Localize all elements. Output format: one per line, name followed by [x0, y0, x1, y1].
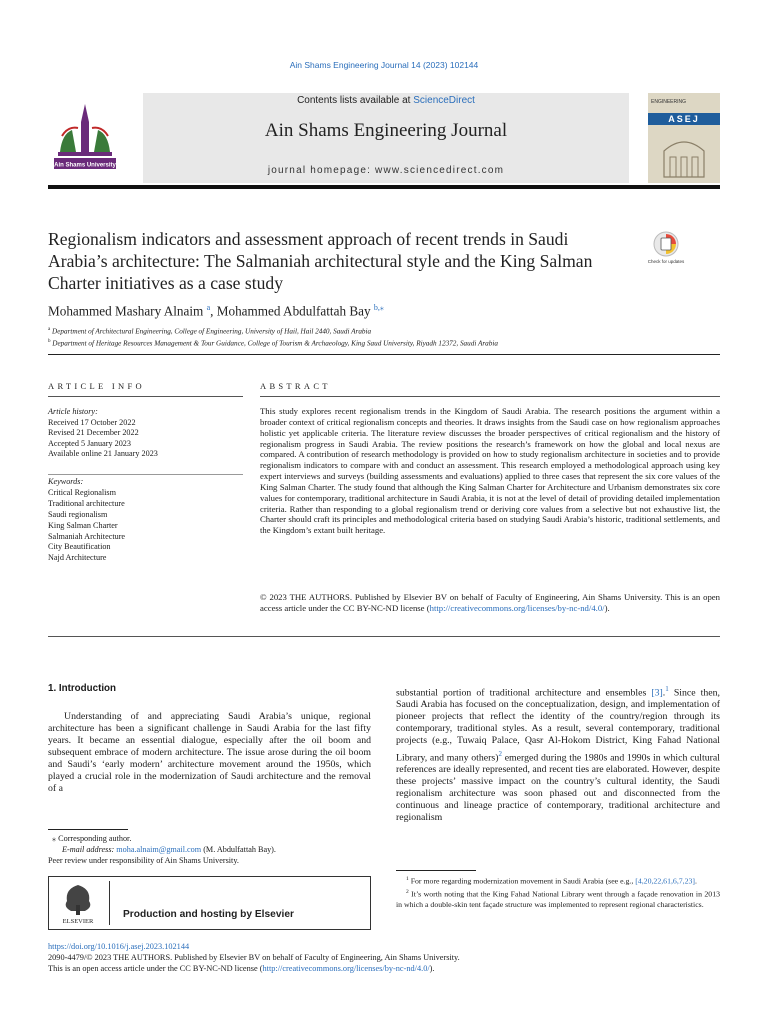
cover-top-text: ENGINEERING [651, 99, 687, 105]
article-history [48, 407, 243, 460]
affiliation-b [48, 339, 498, 347]
introduction-right-column [396, 683, 720, 824]
footnote-text: For more regarding modernization movement in Saudi Arabia (see e.g., [408, 876, 636, 886]
ain-shams-university-logo [48, 100, 122, 174]
keywords-label: Keywords: [48, 477, 84, 486]
university-name: Ain Shams University [54, 162, 116, 169]
history-item: Available online 21 January 2023 [48, 449, 158, 459]
history-item: Received 17 October 2022 [48, 417, 136, 427]
contents-line [143, 95, 629, 106]
footnote-2 [396, 887, 720, 910]
affiliation-marker[interactable]: b,⁎ [373, 303, 384, 312]
footnote-number: 2 [406, 888, 409, 895]
abstract-copyright [260, 592, 720, 615]
journal-title: Ain Shams Engineering Journal [264, 120, 508, 141]
introduction-heading: 1. Introduction [48, 683, 117, 694]
elsevier-logo [55, 881, 101, 925]
email-link[interactable]: moha.alnaim@gmail.com [116, 845, 202, 855]
footnote-rule [396, 870, 476, 871]
footnote-text: It’s worth noting that the King Fahad National Library went through a façade renovation in 2013 in which a double-skin tent façade structure was implemented to represent regional characteristics. [396, 889, 720, 909]
affiliation-text: Department of Heritage Resources Management & Tour Guidance, College of Tourism & Archaeology, King Saud University, Riyadh 12372, Saudi Arabia [52, 339, 498, 348]
keyword: City Beautification [48, 542, 111, 552]
citation-link[interactable]: [4,20,22,61,6,7,23] [635, 876, 696, 886]
elsevier-divider [109, 881, 110, 925]
check-badge-label: Check for updates [647, 259, 685, 264]
affiliation-sup: a [48, 327, 51, 332]
issn-line: 2090-4479/© 2023 THE AUTHORS. Published by Elsevier BV on behalf of Faculty of Engineering, Ain Shams University. [48, 953, 460, 962]
author-name: Mohammed Mashary Alnaim [48, 303, 204, 319]
history-item: Revised 21 December 2022 [48, 428, 139, 438]
citation-link[interactable]: [3] [651, 687, 663, 699]
corresponding-text: Corresponding author. [56, 834, 132, 843]
elsevier-hosting-box [48, 876, 371, 930]
keyword: Najd Architecture [48, 553, 107, 563]
keyword: Critical Regionalism [48, 487, 116, 497]
oa-prefix: This is an open access article under the CC BY-NC-ND license ( [48, 964, 263, 973]
keyword: Traditional architecture [48, 498, 125, 508]
history-label: Article history: [48, 407, 98, 416]
email-owner: (M. Abdulfattah Bay). [201, 845, 276, 855]
keyword: Saudi regionalism [48, 509, 108, 519]
footnote-marker[interactable]: 2 [498, 749, 502, 758]
journal-reference[interactable]: Ain Shams Engineering Journal 14 (2023) 102144 [289, 60, 479, 70]
author-separator: , [210, 303, 217, 319]
copyright-end: ). [604, 603, 610, 614]
sciencedirect-link[interactable]: ScienceDirect [413, 95, 475, 106]
affiliation-sup: b [48, 339, 51, 344]
doi-link[interactable]: https://doi.org/10.1016/j.asej.2023.102144 [48, 942, 190, 951]
license-link[interactable]: http://creativecommons.org/licenses/by-nc-nd/4.0/ [429, 603, 605, 614]
corresponding-mark: ⁎ [52, 834, 57, 843]
keyword: Salmaniah Architecture [48, 531, 126, 541]
header-rule [48, 185, 720, 189]
abstract-heading: ABSTRACT [260, 381, 331, 391]
footnote-number: 1 [406, 876, 409, 882]
open-access-line [48, 964, 435, 973]
check-for-updates-badge[interactable] [647, 230, 685, 270]
keywords [48, 477, 243, 564]
homepage-prefix: journal homepage: [267, 165, 376, 176]
author-list [48, 303, 384, 319]
copyright-text: © 2023 THE AUTHORS. Published by Elsevier BV on behalf of Faculty of Engineering, Ain Shams University. This is an open access article under the CC BY-NC-ND license ( [260, 592, 720, 614]
footnote-rule [48, 829, 128, 830]
license-link[interactable]: http://creativecommons.org/licenses/by-nc-nd/4.0/ [262, 964, 430, 973]
keywords-rule [48, 474, 243, 475]
affiliation-text: Department of Architectural Engineering, College of Engineering, University of Hail, Hail 2440, Saudi Arabia [52, 327, 372, 336]
peer-review-note: Peer review under responsibility of Ain Shams University. [48, 856, 239, 866]
contents-prefix: Contents lists available at [297, 95, 414, 106]
article-info-rule [48, 396, 243, 397]
abstract-rule [260, 396, 720, 397]
author-name: Mohammed Abdulfattah Bay [216, 303, 371, 319]
keyword: King Salman Charter [48, 520, 118, 530]
affiliation-a [48, 327, 371, 335]
oa-end: ). [429, 964, 435, 973]
affiliation-rule [48, 354, 720, 355]
introduction-text: emerged during the 1980s and 1990s in which cultural references are ideally represented, and recent ties are elaborated. However, despite these projects’ massive impact on the country’s cultural identity, the Saudi regionalism architecture was soon phased out and disconnected from the continuous and lineage practice of contemporary, traditional architecture and regionalism [396, 751, 720, 823]
corresponding-author-note [48, 833, 372, 867]
introduction-text: Since then, Saudi Arabia has focused on the conceptualization, design, and implementation of pioneer projects that reflect the identity of the country/region through its contemporary, traditional styles. As a result, several contemporary, traditional projects (e.g., Tuwaiq Palace, Qasr Al-Hokom District, King Fahad National Library, and many others) [396, 687, 720, 763]
abstract-body: This study explores recent regionalism trends in the Kingdom of Saudi Arabia. The research positions the argument within a broader context of critical regionalism concepts and theories. It draws insights from the Saudi case on how regionalism approaches holistic yet applicable criteria. The literature review discusses the broader perspectives of critical regionalism and the history of regionalism progress in Saudi Arabia. The review positions the research’s framework on how the global and local nexus are compared. A contribution of research methodology is provided on how to study regionalism architecture in societies and to provide regionalism indicators to compare with and conduct an assessment. This research employed a methodological approach using key expert interviews and surveys (building assessments and evaluations) applied to three cases that represent the six core values of the King Salman Charter. The study found that although the King Salman Charter for Architecture and Urbanism demonstrates six core values for contemporary, traditional architecture in Saudi Arabia, it is not at the level of detail of providing detailed implementation criteria. Rather than responding to a global regionalism trend or deriving core values from a selective but not exhaustive list, the Charter should craft its principles and methodological criteria based on studying Saudi Arabia’s historic, traditional settlements, and the Kingdom’s extant built heritage. [260, 406, 720, 536]
elsevier-wordmark: ELSEVIER [62, 918, 94, 925]
journal-cover-thumbnail [648, 93, 720, 183]
email-line [52, 844, 372, 855]
introduction-text: substantial portion of traditional architecture and ensembles [396, 687, 652, 699]
footnote-1 [396, 874, 720, 887]
footnotes [396, 874, 720, 910]
abstract-bottom-rule [48, 636, 720, 637]
footnote-marker[interactable]: 1 [665, 685, 669, 693]
introduction-paragraph: Understanding of and appreciating Saudi Arabia’s unique, regional architecture has been a significant challenge in Saudi Arabia for the last fifty years. It became an essential dialogue, especially after the oil boom and subsequent embrace of modern architecture. The issue arose during the oil boom and Saudi’s ‘early modern’ architecture movement around the 1950s, which played a crucial role in the modernization of Saudi architecture and the removal of a [48, 711, 371, 795]
production-hosting-text: Production and hosting by Elsevier [123, 909, 294, 920]
article-info-heading: ARTICLE INFO [48, 381, 145, 391]
cover-building-icon [658, 129, 710, 179]
homepage-url[interactable]: www.sciencedirect.com [375, 165, 505, 176]
introduction-text: . [662, 687, 666, 699]
footnote-text: . [695, 876, 697, 886]
history-item: Accepted 5 January 2023 [48, 438, 131, 448]
paper-title: Regionalism indicators and assessment approach of recent trends in Saudi Arabia’s architecture: The Salmaniah architectural style and the King Salman Charter initiatives as a case study [48, 229, 593, 293]
email-label: E-mail address: [62, 845, 117, 855]
introduction-left-column [48, 711, 371, 795]
cover-label: ASEJ [648, 113, 720, 125]
corresponding-line [52, 833, 372, 844]
affiliation-marker[interactable]: a [206, 303, 211, 312]
journal-homepage [143, 165, 629, 176]
